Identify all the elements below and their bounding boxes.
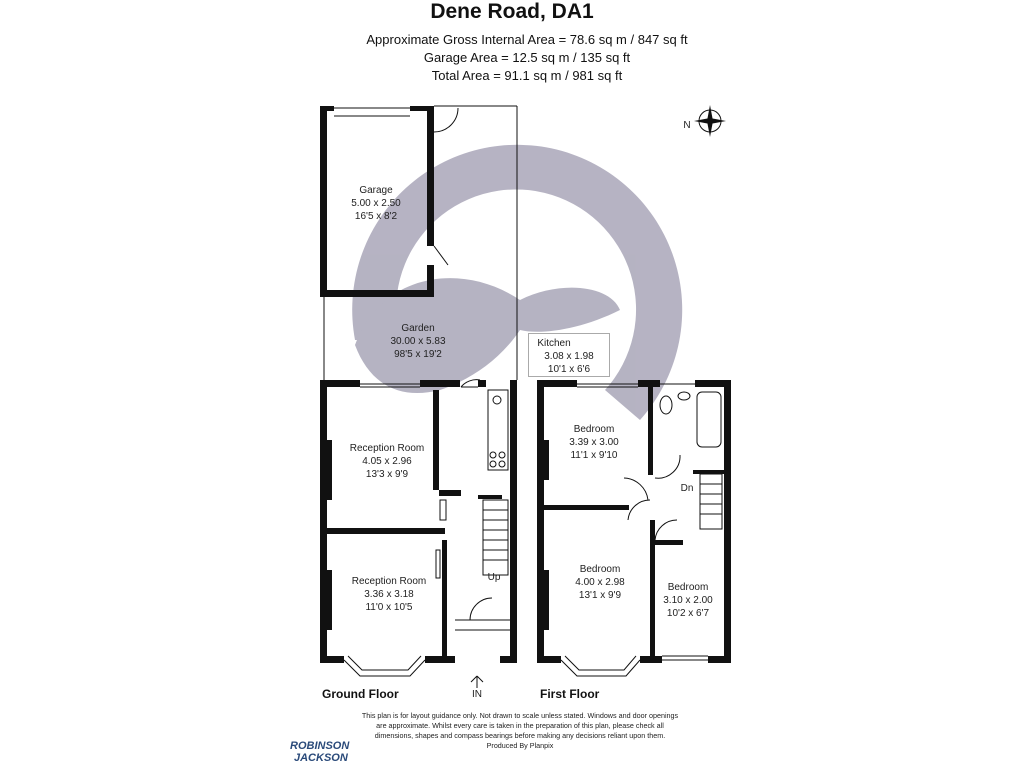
logo-line-1: ROBINSON bbox=[290, 740, 350, 752]
room-garage bbox=[351, 185, 401, 222]
agency-logo bbox=[290, 740, 360, 764]
svg-text:13'3 x 9'9: 13'3 x 9'9 bbox=[365, 469, 409, 480]
svg-text:4.00 x 2.98: 4.00 x 2.98 bbox=[575, 577, 625, 588]
kitchen-name: Kitchen bbox=[537, 338, 571, 349]
svg-text:Reception Room: Reception Room bbox=[349, 443, 425, 454]
svg-text:11'1 x 9'10: 11'1 x 9'10 bbox=[570, 450, 618, 461]
svg-text:Garage: Garage bbox=[359, 185, 393, 196]
page-title: Dene Road, DA1 bbox=[430, 0, 594, 23]
first-floor-label: First Floor bbox=[540, 687, 600, 701]
svg-text:Reception Room: Reception Room bbox=[351, 576, 427, 587]
total-area-text: Total Area = 91.1 sq m / 981 sq ft bbox=[431, 68, 623, 83]
garage-area-text: Garage Area = 12.5 sq m / 135 sq ft bbox=[423, 50, 631, 65]
svg-text:10'2 x 6'7: 10'2 x 6'7 bbox=[666, 608, 710, 619]
svg-text:4.05 x 2.96: 4.05 x 2.96 bbox=[362, 456, 412, 467]
disclaimer-line: dimensions, shapes and compass bearings before making any decisions reliant upon them. bbox=[374, 731, 666, 740]
ground-floor-walls bbox=[320, 380, 517, 663]
svg-text:Bedroom: Bedroom bbox=[579, 564, 621, 575]
ground-floor-label: Ground Floor bbox=[322, 687, 399, 701]
room-bedroom-3 bbox=[663, 582, 713, 619]
room-bedroom-2 bbox=[575, 564, 625, 601]
disclaimer-line: This plan is for layout guidance only. Not drawn to scale unless stated. Windows and door openings bbox=[361, 711, 679, 720]
svg-text:16'5 x 8'2: 16'5 x 8'2 bbox=[354, 211, 398, 222]
disclaimer-line: are approximate. Whilst every care is taken in the preparation of this plan, please check all bbox=[376, 721, 664, 730]
room-bedroom-1 bbox=[569, 424, 619, 461]
gross-area-text: Approximate Gross Internal Area = 78.6 sq m / 847 sq ft bbox=[366, 32, 688, 47]
producer-credit: Produced By Planpix bbox=[486, 741, 554, 750]
room-reception-2 bbox=[352, 576, 426, 613]
kitchen-imperial: 10'1 x 6'6 bbox=[547, 364, 591, 375]
stairs-down-label: Dn bbox=[680, 483, 694, 494]
stairs-up-label: Up bbox=[487, 572, 501, 583]
svg-text:3.10 x 2.00: 3.10 x 2.00 bbox=[663, 595, 713, 606]
entrance-label: IN bbox=[472, 689, 482, 700]
disclaimer bbox=[355, 711, 685, 751]
kitchen-metric: 3.08 x 1.98 bbox=[544, 351, 594, 362]
logo-line-2: JACKSON bbox=[294, 752, 348, 764]
room-reception-1 bbox=[350, 443, 424, 480]
svg-text:11'0 x 10'5: 11'0 x 10'5 bbox=[365, 602, 413, 613]
svg-text:Garden: Garden bbox=[401, 323, 435, 334]
svg-text:3.36 x 3.18: 3.36 x 3.18 bbox=[364, 589, 414, 600]
svg-text:30.00 x 5.83: 30.00 x 5.83 bbox=[390, 336, 446, 347]
svg-text:Bedroom: Bedroom bbox=[667, 582, 709, 593]
svg-text:3.39 x 3.00: 3.39 x 3.00 bbox=[569, 437, 619, 448]
compass-icon bbox=[694, 105, 726, 137]
svg-text:98'5 x 19'2: 98'5 x 19'2 bbox=[394, 349, 442, 360]
svg-text:Bedroom: Bedroom bbox=[573, 424, 615, 435]
svg-text:5.00 x 2.50: 5.00 x 2.50 bbox=[351, 198, 401, 209]
svg-text:13'1 x 9'9: 13'1 x 9'9 bbox=[578, 590, 622, 601]
first-floor-walls bbox=[537, 380, 731, 663]
kitchen-label-box bbox=[528, 333, 610, 377]
compass-north-label: N bbox=[683, 120, 691, 131]
